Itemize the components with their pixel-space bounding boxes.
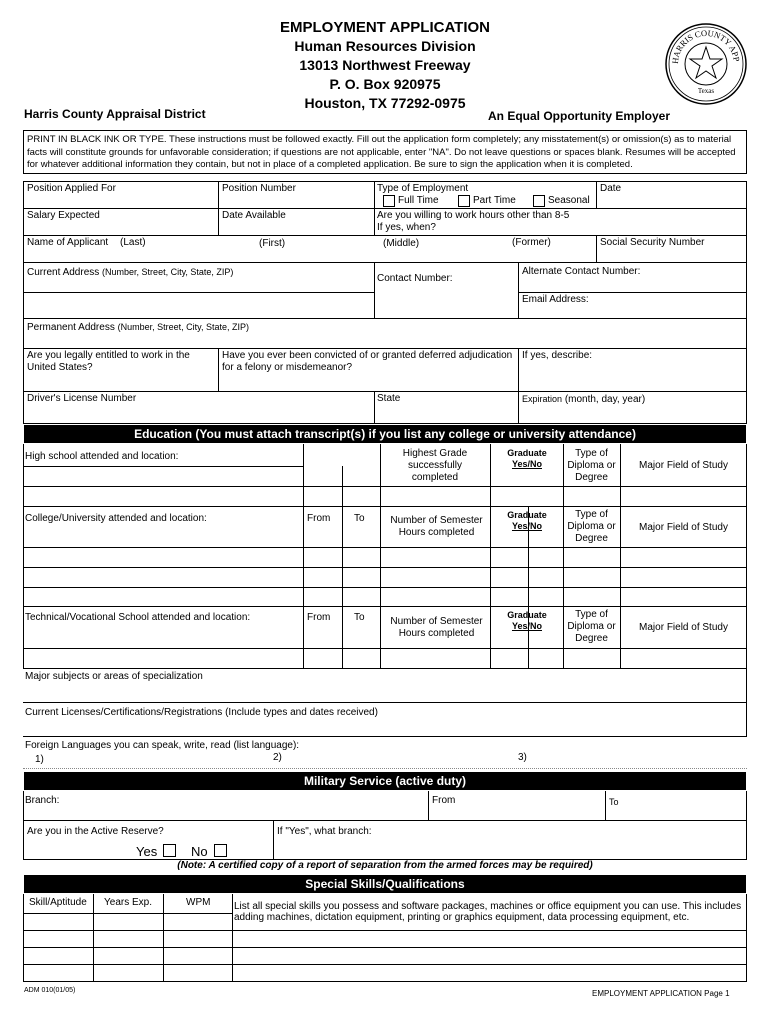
highest-grade-label: Highest Grade successfully completed	[402, 448, 468, 483]
if-yes-when: If yes, when?	[377, 222, 436, 233]
technical-label: Technical/Vocational School attended and location:	[25, 612, 251, 623]
ssn-label: Social Security Number	[600, 237, 705, 248]
instructions-text: PRINT IN BLACK INK OR TYPE. These instructions must be followed exactly. Fill out the application form completely; any misstatement(s) or omission(s) as to material facts will constitute grounds for unfavorable consideration; if questions are not applicable, enter "NA". Do not leave questions or spaces blank. Resumes will be accepted for whatever additional information they contain, but not in place of a completed application. Be sure to sign the application when it is completed.	[27, 134, 736, 170]
college-major-label: Major Field of Study	[639, 522, 728, 533]
convicted-label-2: for a felony or misdemeanor?	[222, 362, 353, 373]
technical-yes-no-label: Yes/No	[511, 621, 542, 631]
svg-text:HARRIS COUNTY APPRAISAL DISTRI: HARRIS COUNTY APP	[669, 27, 742, 65]
reserve-no-label: No	[191, 844, 208, 859]
reserve-yes-checkbox[interactable]	[163, 844, 176, 857]
position-applied-label: Position Applied For	[27, 183, 116, 194]
last-name-label: (Last)	[120, 237, 146, 248]
name-applicant-label: Name of Applicant	[27, 237, 109, 248]
hs-type-diploma-label: Type of Diploma or Degree	[567, 448, 616, 483]
education-heading: Education (You must attach transcript(s) if you list any college or university attendance)	[24, 425, 746, 443]
svg-text:Texas: Texas	[697, 87, 715, 95]
salary-label: Salary Expected	[27, 210, 100, 221]
license-state-label: State	[377, 393, 401, 404]
part-time-checkbox[interactable]	[458, 195, 470, 207]
hours-question: Are you willing to work hours other than 8-5	[377, 210, 570, 221]
skills-instructions-2: adding machines, dictation equipment, printing or graphics equipment, data processing equipment, etc.	[234, 912, 690, 923]
college-graduate-label: Graduate	[507, 510, 547, 520]
military-branch-row	[23, 791, 747, 821]
entitled-work-label-2: United States?	[27, 362, 93, 373]
permanent-address-label: Permanent Address (Number, Street, City, State, ZIP)	[27, 322, 249, 333]
describe-label: If yes, describe:	[522, 350, 593, 361]
street-address: 13013 Northwest Freeway	[299, 57, 471, 73]
alt-contact-label: Alternate Contact Number:	[522, 266, 641, 277]
military-to-label: To	[609, 797, 619, 807]
organization-name: Harris County Appraisal District	[24, 107, 206, 121]
reserve-yes-label: Yes	[136, 844, 158, 859]
language-2-label: 2)	[273, 752, 282, 763]
technical-semester-label: Number of Semester Hours completed	[390, 616, 483, 639]
seasonal-label: Seasonal	[548, 195, 590, 206]
technical-graduate-label: Graduate	[507, 610, 547, 620]
military-note: (Note: A certified copy of a report of separation from the armed forces may be required)	[177, 860, 593, 871]
reserve-no-checkbox[interactable]	[214, 844, 227, 857]
college-yes-no-label: Yes/No	[511, 521, 542, 531]
college-type-diploma-label: Type of Diploma or Degree	[567, 509, 616, 544]
language-3-label: 3)	[518, 752, 527, 763]
branch-label: Branch:	[25, 795, 60, 806]
full-time-label: Full Time	[398, 195, 439, 206]
college-semester-label: Number of Semester Hours completed	[390, 515, 483, 538]
date-label: Date	[600, 183, 622, 194]
expiration-label: Expiration (month, day, year)	[522, 394, 646, 405]
equal-opportunity: An Equal Opportunity Employer	[488, 109, 671, 123]
licenses-label: Current Licenses/Certifications/Registrations (Include types and dates received)	[25, 707, 378, 718]
part-time-label: Part Time	[473, 195, 516, 206]
seasonal-checkbox[interactable]	[533, 195, 545, 207]
hs-graduate-label: Graduate	[507, 448, 547, 458]
former-name-label: (Former)	[512, 237, 551, 248]
contact-number-label: Contact Number:	[377, 273, 453, 284]
license-label: Driver's License Number	[27, 393, 137, 404]
high-school-label: High school attended and location:	[25, 451, 179, 462]
language-1-label: 1)	[35, 754, 44, 765]
years-exp-label: Years Exp.	[104, 897, 152, 908]
email-label: Email Address:	[522, 294, 589, 305]
page-indicator: EMPLOYMENT APPLICATION Page 1	[592, 989, 730, 998]
division-name: Human Resources Division	[294, 38, 476, 54]
languages-label: Foreign Languages you can speak, write, read (list language):	[25, 740, 300, 751]
hs-major-label: Major Field of Study	[639, 460, 728, 471]
hs-yes-no-label: Yes/No	[511, 459, 542, 469]
technical-from-label: From	[307, 612, 331, 623]
date-available-label: Date Available	[222, 210, 286, 221]
form-title: EMPLOYMENT APPLICATION	[280, 19, 490, 36]
skill-aptitude-label: Skill/Aptitude	[29, 897, 87, 908]
convicted-label-1: Have you ever been convicted of or granted deferred adjudication	[222, 350, 513, 361]
college-from-label: From	[307, 513, 331, 524]
reserve-label: Are you in the Active Reserve?	[27, 826, 164, 837]
position-number-label: Position Number	[222, 183, 296, 194]
district-seal-logo	[664, 22, 748, 106]
military-heading: Military Service (active duty)	[24, 772, 746, 790]
technical-type-diploma-label: Type of Diploma or Degree	[567, 609, 616, 644]
college-to-label: To	[354, 513, 365, 524]
city-state-zip: Houston, TX 77292-0975	[304, 95, 466, 111]
full-time-checkbox[interactable]	[383, 195, 395, 207]
college-label: College/University attended and location:	[25, 513, 207, 524]
form-id: ADM 010(01/05)	[24, 987, 76, 994]
type-employment-label: Type of Employment	[377, 183, 469, 194]
first-name-label: (First)	[259, 238, 286, 249]
skills-heading: Special Skills/Qualifications	[24, 875, 746, 893]
skills-instructions-1: List all special skills you possess and software packages, machines or office equipment you can use. This includes	[234, 901, 742, 912]
major-subjects-label: Major subjects or areas of specialization	[25, 671, 203, 682]
po-box: P. O. Box 920975	[329, 76, 441, 92]
middle-name-label: (Middle)	[383, 238, 420, 249]
wpm-label: WPM	[186, 897, 211, 908]
reserve-branch-label: If "Yes", what branch:	[277, 826, 372, 837]
technical-to-label: To	[354, 612, 365, 623]
entitled-work-label-1: Are you legally entitled to work in the	[27, 350, 190, 361]
current-address-label: Current Address (Number, Street, City, State, ZIP)	[27, 267, 234, 278]
instructions-box	[23, 130, 747, 174]
technical-major-label: Major Field of Study	[639, 622, 728, 633]
military-from-label: From	[432, 795, 456, 806]
